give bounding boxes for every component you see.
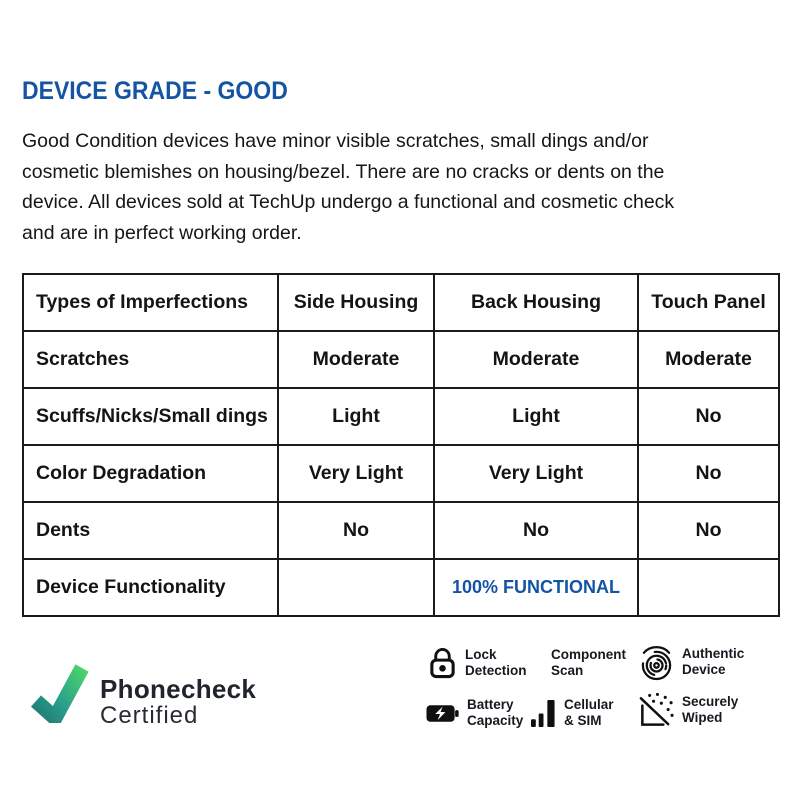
table-row [23, 502, 779, 559]
table-cell: No [638, 388, 779, 445]
certification-brand: Phonecheck [100, 674, 257, 704]
battery-icon [426, 702, 459, 725]
table-cell [278, 559, 434, 616]
column-header: Back Housing [434, 274, 638, 331]
table-cell: Very Light [278, 445, 434, 502]
description-line: and are in perfect working order. [22, 221, 302, 244]
feature-component-scan [551, 644, 626, 682]
feature-authentic-device [639, 643, 744, 681]
table-cell: Light [434, 388, 638, 445]
table-row [23, 559, 779, 616]
table-cell: No [638, 445, 779, 502]
table-cell: Very Light [434, 445, 638, 502]
feature-label: Securely Wiped [682, 694, 739, 725]
functional-badge: 100% FUNCTIONAL [451, 577, 621, 597]
fingerprint-icon [639, 644, 674, 681]
signal-bars-icon [531, 699, 556, 728]
table-cell: No [638, 502, 779, 559]
table-cell: No [434, 502, 638, 559]
feature-battery-capacity [426, 694, 523, 732]
grade-description [22, 126, 674, 248]
column-header: Touch Panel [638, 274, 779, 331]
table-cell [434, 559, 638, 616]
description-line: cosmetic blemishes on housing/bezel. There are no cracks or dents on the [22, 160, 665, 183]
lock-icon [428, 647, 457, 680]
feature-cellular-sim [531, 694, 614, 732]
imperfections-table [22, 273, 780, 617]
row-label: Scratches [23, 331, 278, 388]
table-row [23, 331, 779, 388]
feature-label: Cellular & SIM [564, 697, 614, 728]
check-mark-icon [28, 660, 90, 723]
description-line: Good Condition devices have minor visible scratches, small dings and/or [22, 130, 649, 152]
table-cell: Light [278, 388, 434, 445]
feature-label: Lock Detection [465, 647, 527, 678]
column-header: Types of Imperfections [23, 274, 278, 331]
column-header: Side Housing [278, 274, 434, 331]
feature-label: Component Scan [551, 647, 626, 678]
page-title: DEVICE GRADE - GOOD [22, 77, 288, 105]
table-row [23, 388, 779, 445]
table-header-row [23, 274, 779, 331]
feature-securely-wiped [637, 691, 738, 729]
row-label: Scuffs/Nicks/Small dings [23, 388, 278, 445]
table-cell: Moderate [638, 331, 779, 388]
feature-label: Authentic Device [682, 646, 745, 677]
table-cell: Moderate [278, 331, 434, 388]
feature-label: Battery Capacity [467, 697, 524, 728]
description-line: device. All devices sold at TechUp undergo a functional and cosmetic check [22, 191, 675, 213]
row-label: Color Degradation [23, 445, 278, 502]
table-row [23, 445, 779, 502]
row-label: Device Functionality [23, 559, 278, 616]
table-cell [638, 559, 779, 616]
wipe-icon [637, 692, 674, 729]
feature-lock-detection [428, 644, 527, 682]
certification-subtitle: Certified [100, 702, 199, 729]
row-label: Dents [23, 502, 278, 559]
table-cell: Moderate [434, 331, 638, 388]
table-cell: No [278, 502, 434, 559]
